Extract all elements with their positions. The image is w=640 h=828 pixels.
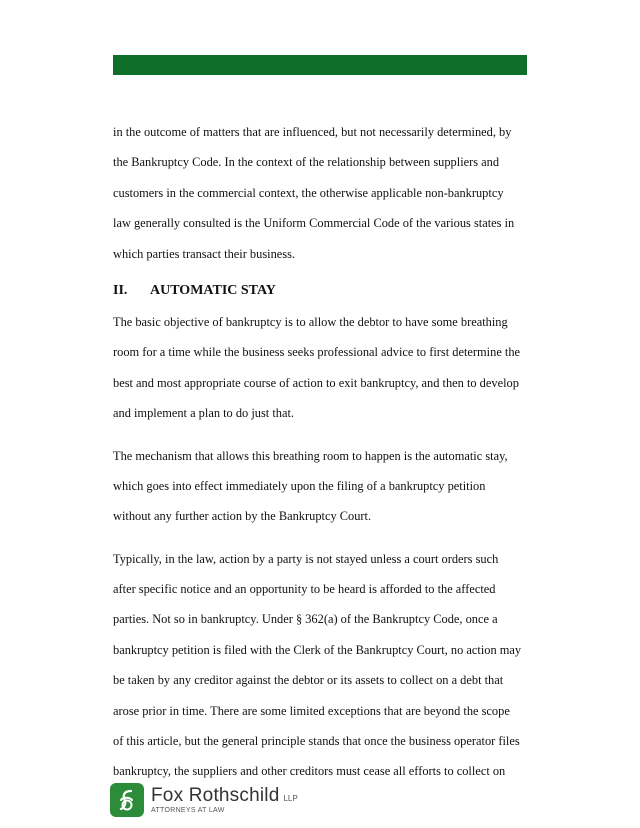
text-line: bankruptcy, the suppliers and other creditors must cease all efforts to collect on bbox=[113, 764, 506, 779]
firm-row bbox=[151, 786, 298, 806]
section-heading bbox=[113, 280, 533, 302]
text-line: in the outcome of matters that are influenced, but not necessarily determined, by bbox=[113, 125, 512, 139]
text-line: Typically, in the law, action by a party is not stayed unless a court orders such bbox=[113, 551, 499, 566]
paragraph-1 bbox=[113, 307, 533, 429]
text-line: law generally consulted is the Uniform Commercial Code of the various states in bbox=[113, 216, 515, 231]
paragraph-3 bbox=[113, 544, 533, 787]
text-line: The mechanism that allows this breathing room to happen is the automatic stay, bbox=[113, 448, 508, 463]
firm-tagline: ATTORNEYS AT LAW bbox=[151, 806, 225, 814]
paragraph-gap bbox=[113, 429, 533, 441]
text-line: The basic objective of bankruptcy is to allow the debtor to have some breathing bbox=[113, 314, 508, 329]
text-line: without any further action by the Bankruptcy Court. bbox=[113, 509, 372, 524]
text-line: which parties transact their business. bbox=[113, 246, 296, 261]
text-line: best and most appropriate course of action to exit bankruptcy, and then to develop bbox=[113, 375, 519, 390]
logo-text bbox=[151, 786, 298, 815]
text-line: parties. Not so in bankruptcy. Under § 362(a) of the Bankruptcy Code, once a bbox=[113, 612, 498, 627]
footer-logo bbox=[110, 780, 298, 820]
text-line: which goes into effect immediately upon the filing of a bankruptcy petition bbox=[113, 478, 486, 493]
section-number: II. bbox=[113, 282, 128, 298]
text-line: be taken by any creditor against the debtor or its assets to collect on a debt that bbox=[113, 673, 504, 688]
paragraph-gap bbox=[113, 532, 533, 544]
firm-suffix: LLP bbox=[283, 793, 298, 803]
document-body bbox=[113, 117, 533, 787]
intro-paragraph bbox=[113, 117, 533, 269]
firm-name: Fox Rothschild bbox=[151, 784, 280, 806]
paragraph-2 bbox=[113, 441, 533, 532]
header-bar bbox=[113, 55, 527, 75]
text-line: of this article, but the general principle stands that once the business operator files bbox=[113, 734, 520, 749]
fox-rothschild-logo-icon bbox=[110, 783, 144, 817]
text-line: after specific notice and an opportunity to be heard is afforded to the affected bbox=[113, 582, 496, 597]
section-title: AUTOMATIC STAY bbox=[150, 282, 276, 298]
text-line: and implement a plan to do just that. bbox=[113, 406, 295, 421]
text-line: the Bankruptcy Code. In the context of the relationship between suppliers and bbox=[113, 155, 500, 170]
text-line: arose prior in time. There are some limited exceptions that are beyond the scope bbox=[113, 703, 510, 718]
text-line: room for a time while the business seeks professional advice to first determine the bbox=[113, 345, 521, 360]
text-line: customers in the commercial context, the otherwise applicable non-bankruptcy bbox=[113, 185, 504, 200]
text-line: bankruptcy petition is filed with the Clerk of the Bankruptcy Court, no action may bbox=[113, 642, 522, 657]
